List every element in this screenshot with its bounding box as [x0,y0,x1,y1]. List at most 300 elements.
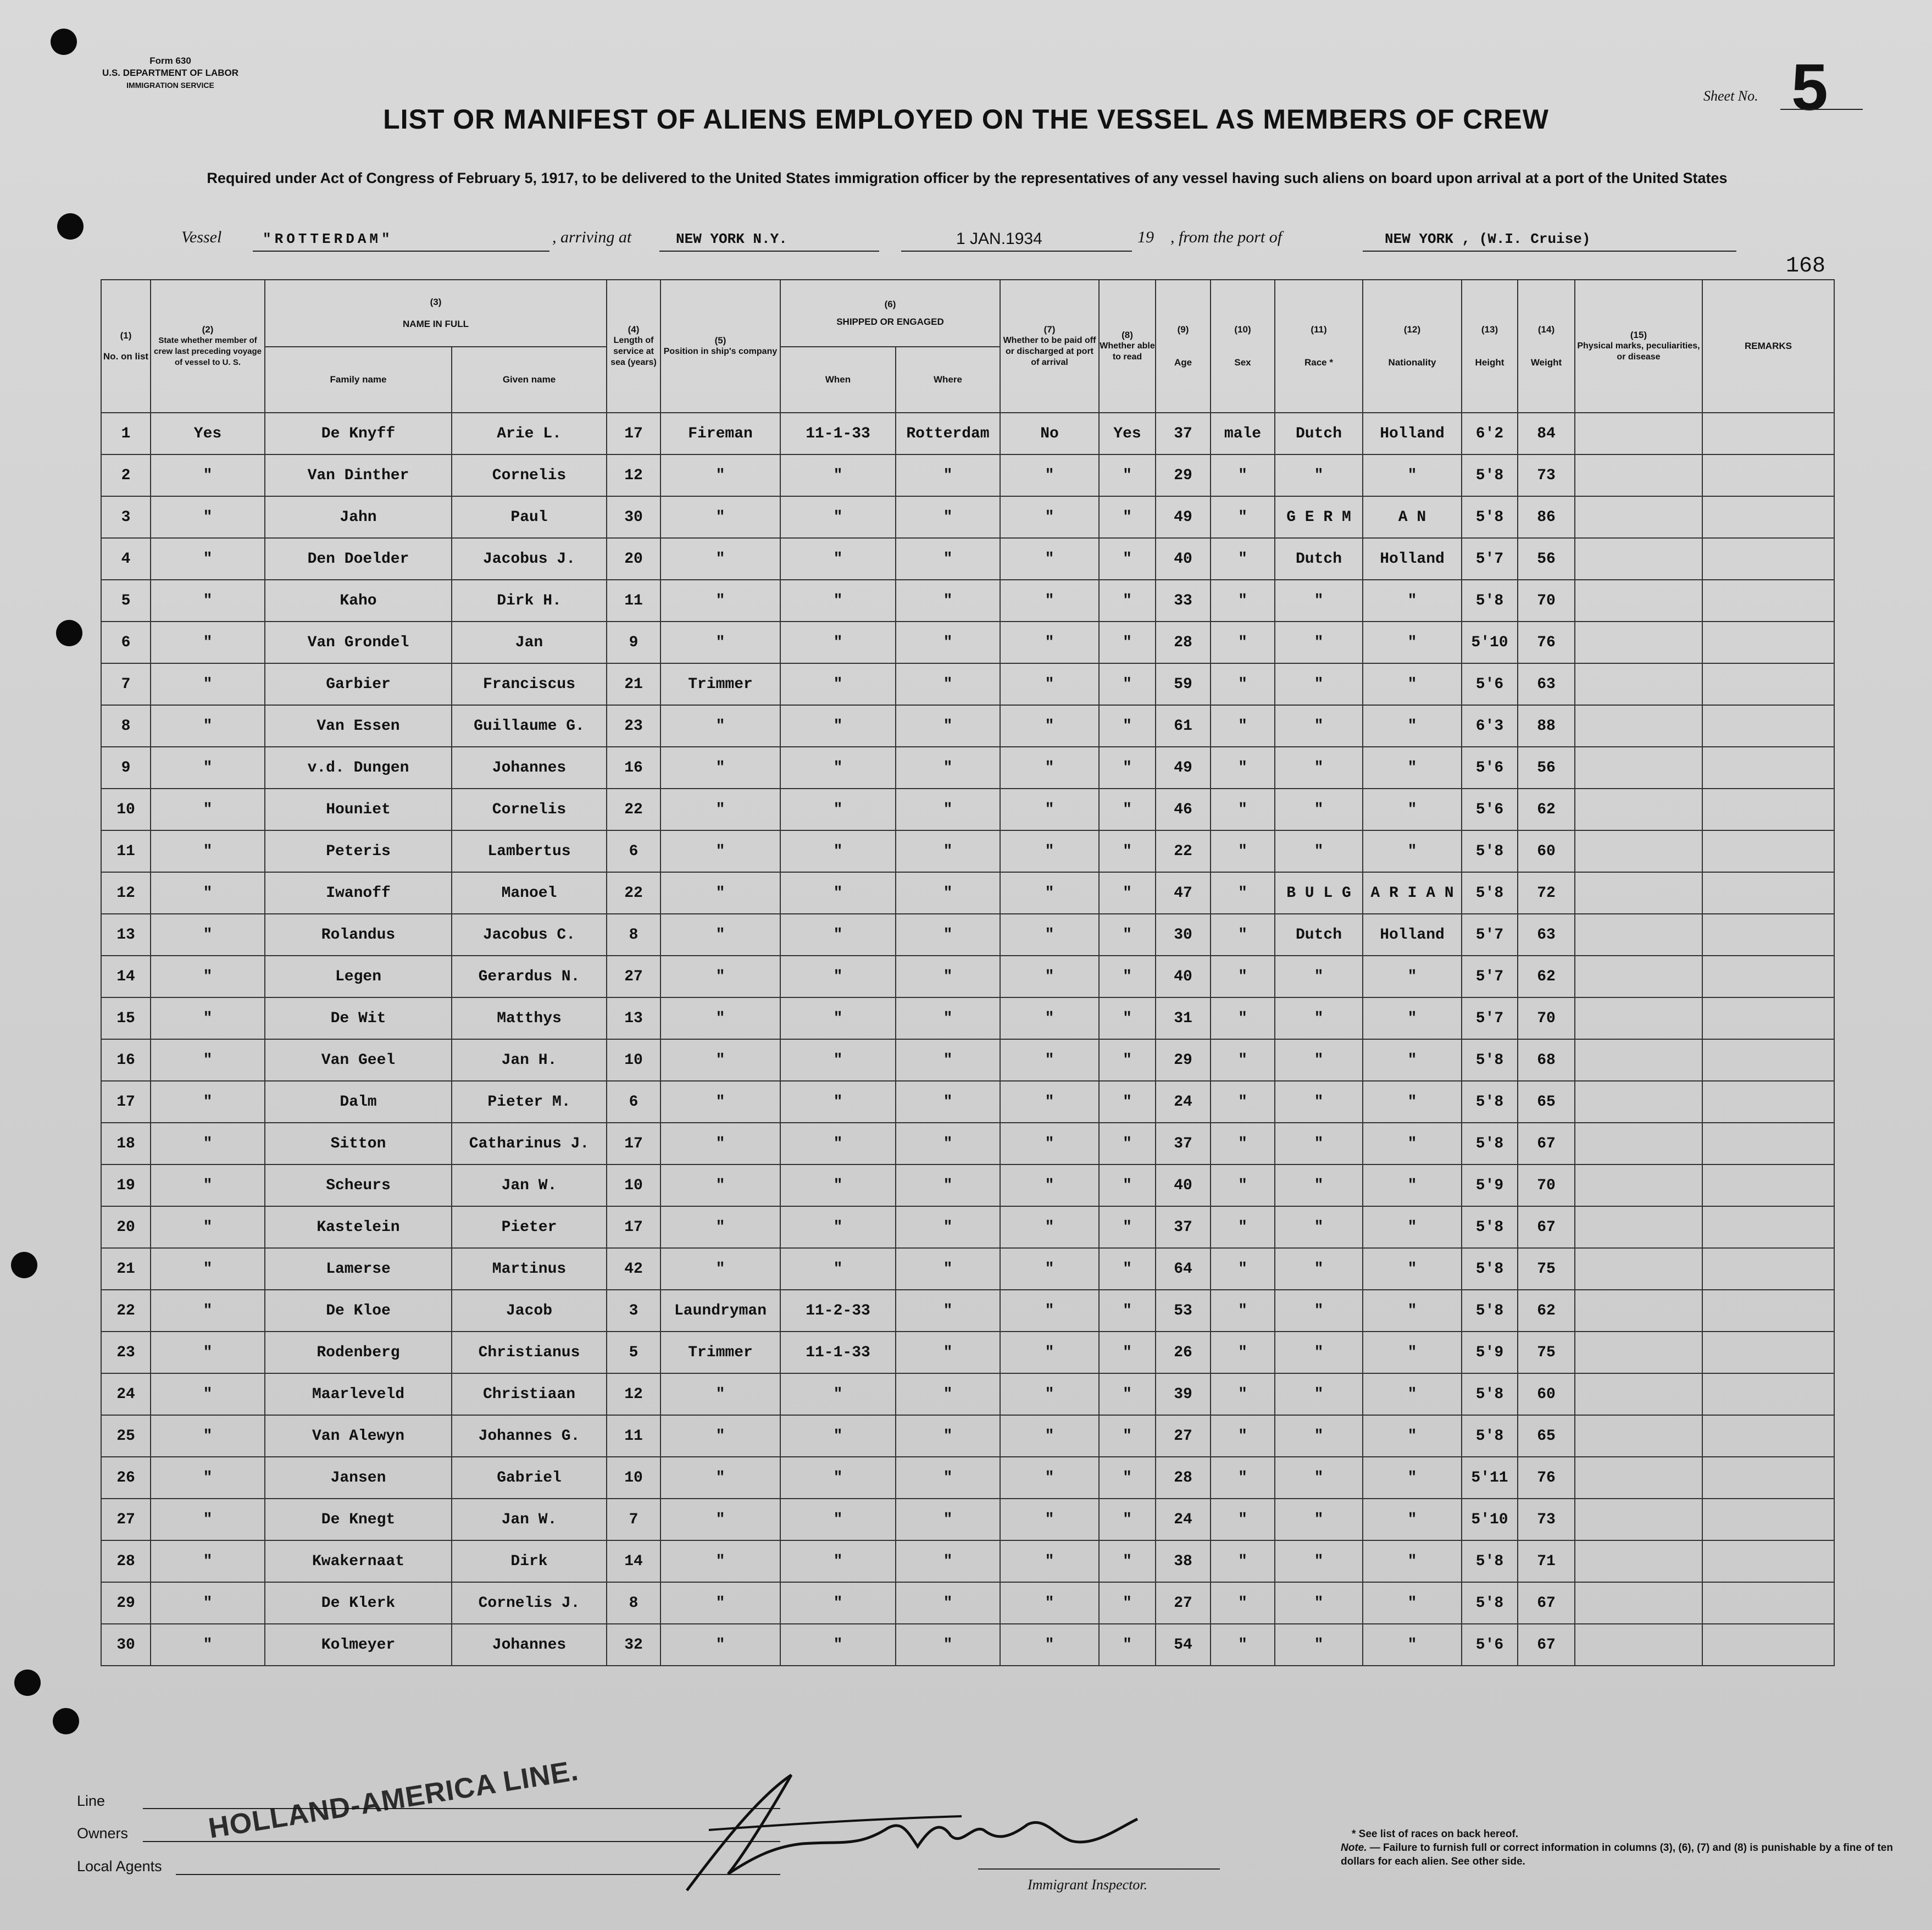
cell-shipped-where: " [896,454,1000,496]
cell-height: 6'3 [1462,705,1518,747]
cell-paid-off: " [1000,1415,1099,1457]
cell-able-to-read: " [1099,1499,1156,1540]
cell-physical-marks [1575,830,1702,872]
cell-shipped-when: " [780,872,896,914]
cell-physical-marks [1575,1206,1702,1248]
cell-shipped-when: " [780,663,896,705]
col-weight-header: (14) Weight [1518,280,1575,413]
cell-remarks [1702,1457,1834,1499]
cell-given-name: Pieter M. [452,1081,607,1123]
col-previous-voyage-header: (2) State whether member of crew last preceding voyage of vessel to U. S. [151,280,265,413]
col-name-header: (3) NAME IN FULL [265,280,607,347]
cell-service-years: 14 [607,1540,660,1582]
cell-remarks [1702,1540,1834,1582]
cell-race: " [1275,1290,1363,1332]
cell-service-years: 20 [607,538,660,580]
cell-physical-marks [1575,1457,1702,1499]
cell-shipped-where: " [896,872,1000,914]
cell-service-years: 30 [607,496,660,538]
cell-shipped-when: " [780,914,896,956]
cell-remarks [1702,705,1834,747]
cell-able-to-read: " [1099,1248,1156,1290]
cell-race: " [1275,454,1363,496]
cell-shipped-where: " [896,1582,1000,1624]
holland-america-line-stamp: HOLLAND-AMERICA LINE. [206,1754,581,1845]
cell-service-years: 27 [607,956,660,997]
cell-family-name: Van Alewyn [265,1415,452,1457]
cell-shipped-where: " [896,997,1000,1039]
cell-remarks [1702,1332,1834,1373]
cell-height: 5'7 [1462,914,1518,956]
arriving-port: NEW YORK N.Y. [676,231,787,247]
cell-paid-off: " [1000,538,1099,580]
cell-height: 5'7 [1462,538,1518,580]
cell-family-name: Van Essen [265,705,452,747]
cell-able-to-read: " [1099,1415,1156,1457]
cell-shipped-where: " [896,705,1000,747]
cell-race: " [1275,830,1363,872]
cell-given-name: Jacob [452,1290,607,1332]
cell-physical-marks [1575,1499,1702,1540]
col-service-header: (4) Length of service at sea (years) [607,280,660,413]
cell-sex: male [1211,413,1275,454]
cell-weight: 73 [1518,454,1575,496]
cell-service-years: 17 [607,1123,660,1164]
cell-nationality: " [1363,747,1462,789]
inspector-signature [676,1764,1170,1896]
cell-remarks [1702,1164,1834,1206]
cell-able-to-read: " [1099,1290,1156,1332]
cell-physical-marks [1575,1164,1702,1206]
cell-race: " [1275,705,1363,747]
cell-service-years: 3 [607,1290,660,1332]
cell-shipped-where: " [896,1457,1000,1499]
cell-service-years: 8 [607,1582,660,1624]
cell-remarks [1702,1081,1834,1123]
cell-position: " [660,1081,780,1123]
cell-sex: " [1211,1290,1275,1332]
cell-position: " [660,747,780,789]
cell-able-to-read: " [1099,580,1156,622]
cell-service-years: 16 [607,747,660,789]
cell-remarks [1702,580,1834,622]
cell-family-name: Sitton [265,1123,452,1164]
cell-paid-off: " [1000,956,1099,997]
cell-age: 54 [1156,1624,1211,1666]
col-age-header: (9) Age [1156,280,1211,413]
cell-nationality: A N [1363,496,1462,538]
cell-given-name: Jacobus C. [452,914,607,956]
cell-able-to-read: " [1099,496,1156,538]
cell-position: " [660,789,780,830]
cell-remarks [1702,1123,1834,1164]
cell-shipped-where: " [896,1373,1000,1415]
cell-race: " [1275,1164,1363,1206]
cell-height: 5'8 [1462,1415,1518,1457]
cell-row-number: 6 [101,622,151,663]
cell-shipped-where: " [896,1415,1000,1457]
cell-position: " [660,580,780,622]
cell-nationality: " [1363,1123,1462,1164]
cell-age: 37 [1156,1123,1211,1164]
punch-hole [11,1252,37,1278]
page-title: LIST OR MANIFEST OF ALIENS EMPLOYED ON THE VESSEL AS MEMBERS OF CREW [383,104,1549,135]
cell-height: 5'6 [1462,1624,1518,1666]
cell-family-name: Jahn [265,496,452,538]
cell-shipped-where: " [896,496,1000,538]
cell-height: 5'6 [1462,747,1518,789]
cell-paid-off: " [1000,1123,1099,1164]
cell-able-to-read: Yes [1099,413,1156,454]
cell-age: 37 [1156,413,1211,454]
cell-height: 5'8 [1462,496,1518,538]
cell-remarks [1702,1290,1834,1332]
cell-physical-marks [1575,454,1702,496]
note-prefix: Note. [1341,1842,1367,1854]
cell-shipped-where: Rotterdam [896,413,1000,454]
cell-family-name: De Kloe [265,1290,452,1332]
cell-family-name: v.d. Dungen [265,747,452,789]
cell-age: 33 [1156,580,1211,622]
cell-weight: 75 [1518,1332,1575,1373]
cell-nationality: " [1363,1081,1462,1123]
cell-weight: 70 [1518,997,1575,1039]
cell-family-name: Den Doelder [265,538,452,580]
cell-age: 64 [1156,1248,1211,1290]
cell-family-name: Van Geel [265,1039,452,1081]
table-row [101,997,1834,1039]
cell-age: 40 [1156,538,1211,580]
cell-able-to-read: " [1099,747,1156,789]
cell-shipped-when: " [780,1457,896,1499]
cell-paid-off: " [1000,1332,1099,1373]
cell-height: 5'8 [1462,1248,1518,1290]
cell-given-name: Guillaume G. [452,705,607,747]
cell-given-name: Paul [452,496,607,538]
cell-nationality: " [1363,1373,1462,1415]
cell-given-name: Dirk H. [452,580,607,622]
owners-label: Owners [77,1825,129,1842]
cell-position: " [660,1039,780,1081]
cell-nationality: " [1363,1206,1462,1248]
cell-remarks [1702,1499,1834,1540]
col-paid-off-header: (7) Whether to be paid off or discharged at port of arrival [1000,280,1099,413]
cell-paid-off: " [1000,1248,1099,1290]
col-family-name-header: Family name [265,347,452,413]
cell-family-name: Dalm [265,1081,452,1123]
cell-position: " [660,872,780,914]
cell-height: 5'6 [1462,663,1518,705]
cell-race: G E R M [1275,496,1363,538]
table-row [101,1290,1834,1332]
cell-row-number: 22 [101,1290,151,1332]
inspector-label: Immigrant Inspector. [1028,1877,1148,1893]
punch-hole [53,1708,79,1734]
table-row [101,1582,1834,1624]
cell-given-name: Christiaan [452,1373,607,1415]
cell-race: " [1275,1081,1363,1123]
table-row [101,1248,1834,1290]
cell-age: 28 [1156,622,1211,663]
local-agents-label: Local Agents [77,1858,162,1874]
cell-position: " [660,1123,780,1164]
cell-given-name: Catharinus J. [452,1123,607,1164]
cell-race: " [1275,1248,1363,1290]
cell-sex: " [1211,580,1275,622]
cell-physical-marks [1575,413,1702,454]
cell-able-to-read: " [1099,1582,1156,1624]
cell-position: " [660,622,780,663]
cell-given-name: Franciscus [452,663,607,705]
cell-weight: 63 [1518,914,1575,956]
table-row [101,1457,1834,1499]
cell-race: " [1275,1332,1363,1373]
cell-previous-voyage: " [151,1373,265,1415]
cell-physical-marks [1575,1123,1702,1164]
cell-physical-marks [1575,1415,1702,1457]
cell-height: 5'8 [1462,1373,1518,1415]
cell-row-number: 26 [101,1457,151,1499]
cell-age: 29 [1156,1039,1211,1081]
cell-nationality: " [1363,1332,1462,1373]
page-subtitle: Required under Act of Congress of February 5, 1917, to be delivered to the United States immigration officer by the representatives of any vessel having such aliens on board upon arrival at a port of the United States [207,170,1728,186]
cell-shipped-when: 11-2-33 [780,1290,896,1332]
cell-weight: 65 [1518,1081,1575,1123]
cell-previous-voyage: " [151,1164,265,1206]
cell-family-name: Rodenberg [265,1332,452,1373]
cell-race: " [1275,1540,1363,1582]
cell-position: " [660,454,780,496]
cell-remarks [1702,413,1834,454]
col-when-header: When [780,347,896,413]
cell-given-name: Christianus [452,1332,607,1373]
cell-given-name: Cornelis J. [452,1582,607,1624]
cell-sex: " [1211,1248,1275,1290]
cell-sex: " [1211,956,1275,997]
cell-previous-voyage: " [151,454,265,496]
cell-family-name: Kwakernaat [265,1540,452,1582]
cell-service-years: 7 [607,1499,660,1540]
cell-family-name: Maarleveld [265,1373,452,1415]
cell-height: 5'11 [1462,1457,1518,1499]
cell-previous-voyage: " [151,1540,265,1582]
cell-row-number: 21 [101,1248,151,1290]
cell-family-name: De Knyff [265,413,452,454]
cell-previous-voyage: " [151,496,265,538]
cell-sex: " [1211,496,1275,538]
cell-previous-voyage: " [151,622,265,663]
cell-row-number: 2 [101,454,151,496]
cell-family-name: Houniet [265,789,452,830]
cell-family-name: Kastelein [265,1206,452,1248]
cell-age: 31 [1156,997,1211,1039]
cell-weight: 88 [1518,705,1575,747]
cell-age: 40 [1156,1164,1211,1206]
cell-paid-off: " [1000,496,1099,538]
cell-weight: 75 [1518,1248,1575,1290]
form-number: Form 630 [149,56,191,66]
cell-remarks [1702,1248,1834,1290]
cell-shipped-where: " [896,538,1000,580]
cell-shipped-where: " [896,1081,1000,1123]
cell-physical-marks [1575,496,1702,538]
cell-shipped-when: " [780,622,896,663]
cell-row-number: 25 [101,1415,151,1457]
cell-physical-marks [1575,872,1702,914]
cell-weight: 67 [1518,1582,1575,1624]
punch-hole [51,29,77,55]
table-row [101,1499,1834,1540]
cell-shipped-where: " [896,1206,1000,1248]
table-row [101,454,1834,496]
cell-position: " [660,956,780,997]
cell-height: 5'8 [1462,1206,1518,1248]
cell-shipped-when: " [780,830,896,872]
table-row [101,1081,1834,1123]
cell-remarks [1702,872,1834,914]
cell-shipped-where: " [896,1290,1000,1332]
cell-row-number: 30 [101,1624,151,1666]
cell-given-name: Jacobus J. [452,538,607,580]
cell-physical-marks [1575,956,1702,997]
cell-race: Dutch [1275,914,1363,956]
cell-physical-marks [1575,1290,1702,1332]
cell-shipped-when: " [780,1499,896,1540]
cell-physical-marks [1575,622,1702,663]
cell-height: 5'8 [1462,1290,1518,1332]
table-row [101,580,1834,622]
cell-paid-off: " [1000,580,1099,622]
col-no-header: (1) No. on list [101,280,151,413]
cell-given-name: Jan W. [452,1499,607,1540]
cell-able-to-read: " [1099,454,1156,496]
cell-service-years: 22 [607,872,660,914]
cell-remarks [1702,1039,1834,1081]
cell-height: 5'8 [1462,1540,1518,1582]
cell-family-name: Iwanoff [265,872,452,914]
cell-sex: " [1211,1373,1275,1415]
arrival-date: 1 JAN.1934 [956,230,1042,248]
cell-previous-voyage: " [151,789,265,830]
cell-position: " [660,1499,780,1540]
cell-remarks [1702,663,1834,705]
cell-shipped-when: " [780,789,896,830]
cell-given-name: Pieter [452,1206,607,1248]
cell-previous-voyage: " [151,1499,265,1540]
cell-height: 5'7 [1462,997,1518,1039]
cell-nationality: " [1363,1499,1462,1540]
cell-position: " [660,538,780,580]
cell-nationality: " [1363,789,1462,830]
cell-able-to-read: " [1099,1332,1156,1373]
cell-height: 5'6 [1462,789,1518,830]
cell-height: 5'8 [1462,830,1518,872]
cell-given-name: Jan [452,622,607,663]
cell-row-number: 24 [101,1373,151,1415]
cell-weight: 73 [1518,1499,1575,1540]
cell-service-years: 9 [607,622,660,663]
cell-position: " [660,496,780,538]
cell-height: 5'9 [1462,1164,1518,1206]
cell-paid-off: " [1000,1290,1099,1332]
table-row [101,1415,1834,1457]
cell-previous-voyage: " [151,705,265,747]
cell-race: " [1275,789,1363,830]
table-row [101,1373,1834,1415]
cell-weight: 68 [1518,1039,1575,1081]
cell-row-number: 27 [101,1499,151,1540]
cell-shipped-when: " [780,1123,896,1164]
cell-age: 24 [1156,1499,1211,1540]
cell-weight: 67 [1518,1624,1575,1666]
cell-service-years: 17 [607,1206,660,1248]
cell-shipped-where: " [896,956,1000,997]
cell-sex: " [1211,1123,1275,1164]
cell-race: " [1275,580,1363,622]
cell-paid-off: " [1000,1373,1099,1415]
cell-shipped-when: " [780,1081,896,1123]
cell-physical-marks [1575,789,1702,830]
cell-sex: " [1211,1624,1275,1666]
cell-age: 37 [1156,1206,1211,1248]
cell-given-name: Lambertus [452,830,607,872]
cell-service-years: 10 [607,1039,660,1081]
cell-weight: 62 [1518,956,1575,997]
cell-shipped-when: " [780,454,896,496]
cell-shipped-where: " [896,663,1000,705]
cell-shipped-where: " [896,1164,1000,1206]
cell-previous-voyage: " [151,1248,265,1290]
cell-service-years: 12 [607,1373,660,1415]
cell-nationality: " [1363,1540,1462,1582]
cell-shipped-when: 11-1-33 [780,413,896,454]
cell-row-number: 11 [101,830,151,872]
cell-paid-off: " [1000,1164,1099,1206]
cell-given-name: Cornelis [452,454,607,496]
cell-physical-marks [1575,1582,1702,1624]
cell-row-number: 15 [101,997,151,1039]
cell-given-name: Cornelis [452,789,607,830]
cell-family-name: Legen [265,956,452,997]
cell-physical-marks [1575,580,1702,622]
cell-remarks [1702,747,1834,789]
cell-service-years: 8 [607,914,660,956]
cell-given-name: Johannes [452,1624,607,1666]
cell-race: " [1275,1123,1363,1164]
cell-shipped-when: 11-1-33 [780,1332,896,1373]
table-row [101,830,1834,872]
cell-sex: " [1211,1039,1275,1081]
cell-family-name: Scheurs [265,1164,452,1206]
cell-physical-marks [1575,1081,1702,1123]
cell-physical-marks [1575,1624,1702,1666]
cell-remarks [1702,1624,1834,1666]
cell-physical-marks [1575,1332,1702,1373]
cell-weight: 67 [1518,1206,1575,1248]
cell-family-name: Peteris [265,830,452,872]
cell-age: 30 [1156,914,1211,956]
cell-able-to-read: " [1099,622,1156,663]
cell-age: 22 [1156,830,1211,872]
cell-previous-voyage: " [151,1332,265,1373]
cell-service-years: 17 [607,413,660,454]
table-row [101,705,1834,747]
cell-physical-marks [1575,538,1702,580]
cell-position: Laundryman [660,1290,780,1332]
cell-sex: " [1211,1164,1275,1206]
table-row [101,496,1834,538]
cell-position: " [660,997,780,1039]
